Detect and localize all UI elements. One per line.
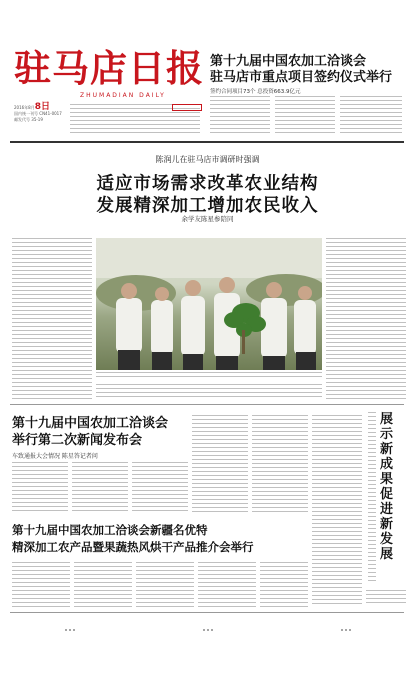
story2-text-col-5 [252, 415, 308, 514]
lead-headline-line-2: 发展精深加工增加农民收入 [96, 196, 319, 216]
lead-photo-figures [96, 238, 322, 370]
lead-photo [96, 238, 322, 370]
issue-date: 2016年8月8日 [14, 102, 50, 112]
lead-headline-line-1: 适应市场需求改革农业结构 [96, 174, 319, 194]
red-info-box [172, 104, 202, 111]
story3-text-col-5 [260, 562, 308, 610]
photo-caption [96, 372, 322, 380]
newspaper-masthead: 驻马店日报 [14, 46, 204, 90]
lead-text-col-right [326, 238, 406, 400]
top-story-text-col-2 [275, 96, 335, 134]
story2-headline-line-2: 举行第二次新闻发布会 [12, 433, 143, 448]
top-story-headline-line-2: 驻马店市重点项目签约仪式举行 [210, 70, 393, 85]
issue-info-line-3: 邮发代号 35-19 [14, 117, 43, 122]
top-story-headline-line-1: 第十九届中国农加工洽谈会 [210, 54, 367, 69]
lead-text-col-left [12, 238, 92, 400]
story2-text-col-3 [132, 462, 188, 514]
story2-headline-line-1: 第十九届中国农加工洽谈会 [12, 416, 169, 431]
issue-info-line-2: 国内统一刊号 CN41-0017 [14, 111, 62, 116]
side-bottom-text [366, 590, 406, 604]
header-rule [10, 141, 404, 143]
side-text-col [312, 415, 362, 605]
story3-headline [12, 522, 312, 556]
story3-text-col-2 [74, 562, 132, 610]
story3-text-col-1 [12, 562, 70, 610]
top-story-text-col-1 [210, 96, 270, 134]
story2-subline: 车致通报大会情况 陈星答记者问 [12, 453, 98, 460]
story2-text-col-1 [12, 462, 68, 514]
top-story-subline: 签约合同项目73个 总投资663.9亿元 [210, 89, 301, 95]
lead-kicker: 陈润儿在驻马店市调研时强调 [155, 155, 260, 164]
bottom-rule [10, 612, 404, 613]
top-story-text-col-3 [340, 96, 402, 134]
story3-text-col-3 [136, 562, 194, 610]
issue-day: 8日 [34, 102, 50, 112]
story3-headline-line-2: 精深加工农产品暨果蔬热风烘干产品推介会举行 [12, 540, 254, 554]
story3-text-col-4 [198, 562, 256, 610]
fold-marks [0, 626, 415, 634]
story2-text-col-2 [72, 462, 128, 514]
side-headline: 展示新成果 促进新发展 [380, 412, 394, 562]
masthead-english: ZHUMADIAN DAILY [80, 92, 166, 99]
lead-byline: 余学友陈星参陪同 [181, 215, 234, 223]
side-subline [368, 412, 376, 582]
story3-headline-line-1: 第十九届中国农加工洽谈会新疆名优特 [12, 523, 208, 537]
section-rule [10, 404, 404, 405]
lead-text-under-photo [96, 384, 322, 400]
story2-text-col-4 [192, 415, 248, 514]
top-story-headline [210, 54, 410, 86]
